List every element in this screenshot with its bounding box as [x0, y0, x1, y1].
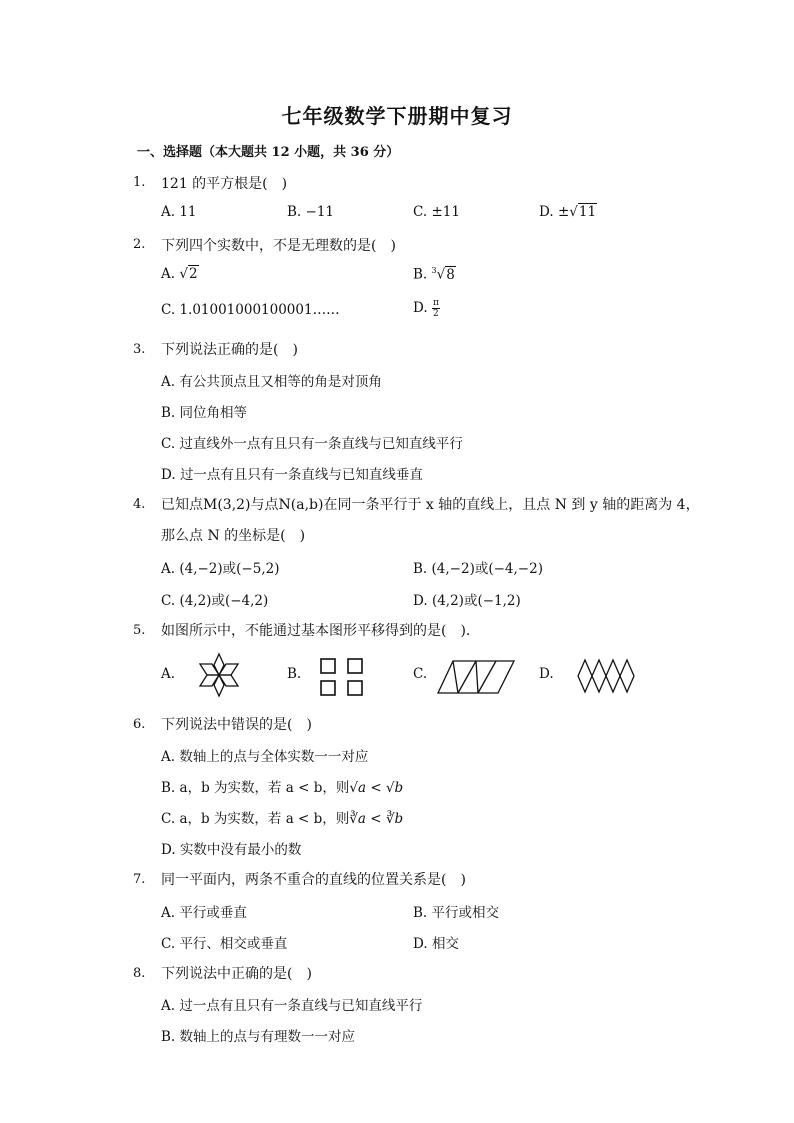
option-label: B. [413, 561, 428, 577]
option-b [161, 1025, 355, 1045]
option-label: A. [161, 561, 176, 577]
option-a [161, 745, 368, 765]
section-heading: 一、选择题（本大题共 12 小题，共 36 分） [137, 145, 400, 160]
root-index: 3 [431, 266, 437, 275]
option-a [161, 370, 382, 390]
option-text: 平行、相交或垂直 [179, 936, 288, 952]
option-label: B. [413, 266, 428, 283]
question-stem: 同一平面内，两条不重合的直线的位置关系是( ) [161, 872, 466, 888]
option-text: 过一点有且只有一条直线与已知直线垂直 [179, 467, 423, 483]
sqrt-sign: √ [179, 266, 188, 282]
option-c [161, 589, 268, 609]
question-number: 7. [133, 872, 146, 887]
option-a [161, 204, 197, 220]
option-label: A. [161, 204, 176, 220]
option-text: (4,−2)或(−4,−2) [431, 561, 543, 577]
option-text: 过一点有且只有一条直线与已知直线平行 [179, 998, 423, 1014]
option-prefix: ± [557, 204, 570, 220]
option-a [161, 901, 247, 921]
question-stem: 121 的平方根是( ) [161, 176, 288, 192]
option-label: A. [161, 749, 176, 765]
option-text: −11 [305, 204, 335, 220]
option-d [413, 589, 521, 609]
option-text: 过直线外一点有且只有一条直线与已知直线平行 [179, 436, 463, 452]
question-stem: 下列四个实数中，不是无理数的是( ) [161, 238, 396, 254]
option-b [413, 266, 456, 283]
option-text: a，b 为实数，若 a < b，则 [179, 811, 350, 827]
option-label: B. [161, 1029, 176, 1045]
option-d [413, 932, 459, 952]
question-stem: 下列说法中错误的是( ) [161, 717, 312, 733]
option-text: 同位角相等 [179, 405, 248, 421]
radicand: 2 [188, 266, 198, 282]
option-label: D. [539, 204, 554, 220]
option-d [413, 298, 440, 319]
option-d [161, 838, 301, 858]
sqrt-sign: √ [436, 266, 446, 283]
option-text: a，b 为实数，若 a < b，则 [179, 780, 350, 796]
question-stem-continued: 那么点 N 的坐标是( ) [161, 528, 306, 544]
question-number: 5. [133, 623, 146, 638]
option-text: (4,2)或(−1,2) [431, 593, 521, 609]
question-stem: 下列说法中正确的是( ) [161, 966, 312, 982]
question-stem: 已知点M(3,2)与点N(a,b)在同一条平行于 x 轴的直线上，且点 N 到 y 轴的距离为 4， [161, 497, 700, 513]
option-text: (4,−2)或(−5,2) [179, 561, 280, 577]
option-c [413, 204, 460, 220]
option-text: 实数中没有最小的数 [179, 842, 302, 858]
option-label: D. [413, 936, 428, 952]
question-number: 2. [133, 237, 146, 252]
option-label: C. [161, 811, 176, 827]
option-label: D. [413, 593, 428, 609]
option-label: D. [161, 842, 176, 858]
option-text: 平行或垂直 [179, 905, 247, 921]
math-expression: √a < √b [349, 780, 404, 796]
option-c-label: C. [413, 666, 428, 682]
fraction [432, 298, 440, 319]
option-c [161, 932, 287, 952]
question-number: 8. [133, 966, 146, 981]
option-b [161, 401, 247, 421]
option-label: D. [413, 300, 428, 316]
option-text: 数轴上的点与有理数一一对应 [179, 1029, 356, 1045]
option-c [161, 432, 463, 452]
question-number: 6. [133, 717, 146, 732]
question-number: 1. [133, 175, 146, 190]
option-b [287, 204, 334, 220]
radicand: 11 [578, 204, 597, 220]
option-text: 相交 [431, 936, 459, 952]
option-label: A. [161, 374, 176, 390]
option-label: A. [161, 266, 176, 282]
option-label: C. [161, 436, 176, 452]
option-text: 11 [179, 204, 197, 220]
option-d [161, 463, 423, 483]
sqrt-sign: √ [569, 204, 578, 220]
denominator: 2 [433, 309, 439, 319]
option-text: 有公共顶点且又相等的角是对顶角 [179, 374, 382, 390]
question-stem: 如图所示中，不能通过基本图形平移得到的是( )． [161, 623, 480, 639]
option-label: B. [287, 204, 302, 220]
option-label: D. [161, 467, 176, 483]
question-number: 3. [133, 342, 146, 357]
row-of-diamonds-figure [576, 658, 638, 694]
option-c [161, 302, 340, 318]
numerator: π [432, 298, 439, 308]
question-number: 4. [133, 497, 146, 512]
option-a [161, 266, 199, 282]
option-label: A. [161, 998, 176, 1014]
four-squares-figure [318, 657, 366, 697]
option-d [539, 204, 597, 220]
option-a [161, 557, 279, 577]
math-expression: ∛a < ∛b [349, 811, 404, 827]
option-label: C. [161, 593, 176, 609]
option-d-label: D. [539, 666, 554, 682]
option-text: ±11 [431, 204, 460, 220]
option-b [413, 557, 543, 577]
option-label: A. [161, 905, 176, 921]
option-text: 平行或相交 [431, 905, 500, 921]
option-label: B. [161, 405, 176, 421]
page-title: 七年级数学下册期中复习 [281, 104, 513, 128]
option-b [161, 776, 403, 796]
triangles-parallelogram-figure [436, 659, 516, 695]
option-b-label: B. [287, 666, 302, 682]
option-text: 1.01001000100001…… [179, 302, 340, 318]
option-label: B. [161, 780, 176, 796]
option-text: 数轴上的点与全体实数一一对应 [179, 749, 369, 765]
option-label: C. [413, 204, 428, 220]
option-a [161, 994, 422, 1014]
option-label: C. [161, 302, 176, 318]
option-text: (4,2)或(−4,2) [179, 593, 269, 609]
radicand: 8 [446, 266, 455, 283]
option-a-label: A. [161, 666, 176, 682]
six-petal-star-figure [195, 652, 243, 698]
option-label: B. [413, 905, 428, 921]
option-label: C. [161, 936, 176, 952]
option-c [161, 807, 403, 827]
question-stem: 下列说法正确的是( ) [161, 342, 298, 358]
option-b [413, 901, 499, 921]
